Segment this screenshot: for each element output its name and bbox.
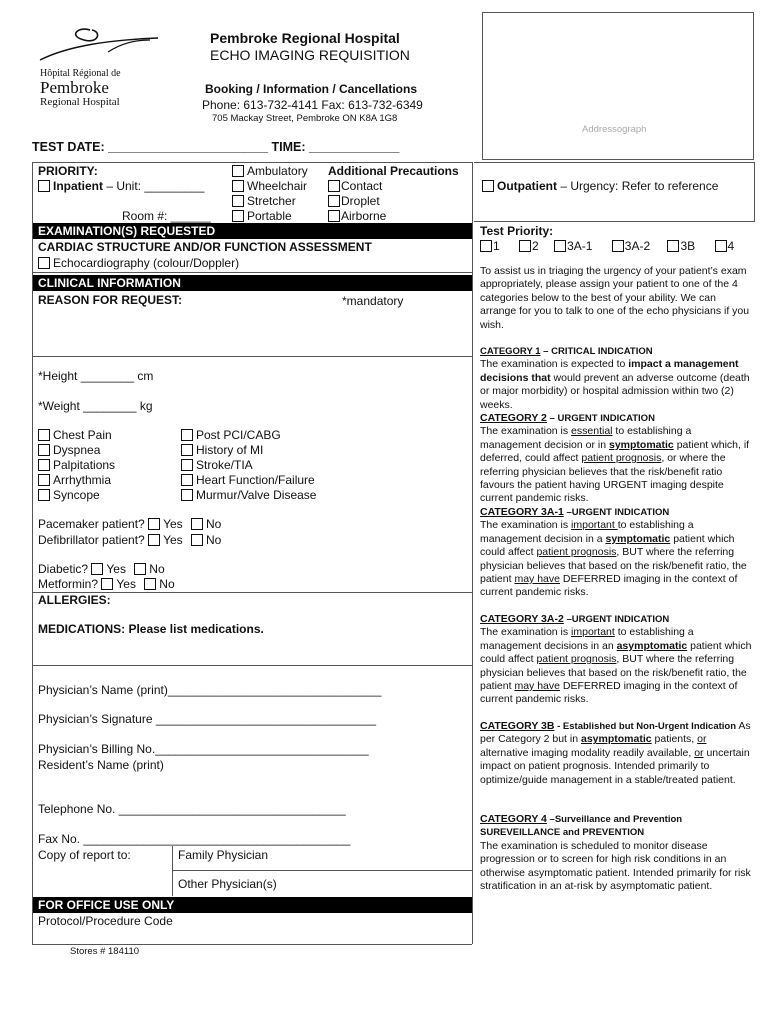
- history-heart-failure[interactable]: [181, 473, 316, 488]
- reason-input-area[interactable]: [36, 308, 470, 354]
- priority-3b-option[interactable]: [667, 239, 695, 253]
- protocol-code-field[interactable]: Protocol/Procedure Code: [38, 914, 173, 928]
- inpatient-label: Inpatient: [53, 179, 103, 193]
- addressograph-label: Addressograph: [582, 124, 647, 135]
- contact-checkbox[interactable]: [328, 180, 340, 192]
- logo-line-3: Regional Hospital: [40, 96, 120, 108]
- physician-billing-field[interactable]: Physician’s Billing No.________________________________: [38, 742, 369, 756]
- height-field[interactable]: *Height ________ cm: [38, 369, 154, 383]
- category-3a1-text-g: , BUT where the referring physician believes that based on the risk/benefit ratio, the patient: [480, 546, 747, 586]
- precautions-label: Additional Precautions: [328, 164, 459, 178]
- category-1-text-b: impact a management decisions that: [480, 358, 739, 384]
- unit-field[interactable]: – Unit: _________: [103, 179, 205, 193]
- medications-label[interactable]: MEDICATIONS: Please list medications.: [38, 622, 264, 636]
- metformin-yes-checkbox[interactable]: [101, 578, 113, 590]
- form-title: ECHO IMAGING REQUISITION: [210, 47, 410, 63]
- frame-mid: [472, 162, 473, 944]
- metformin-no-label: No: [159, 577, 175, 591]
- priority-3b-label: 3B: [680, 239, 696, 253]
- symptom-syncope[interactable]: [38, 488, 115, 503]
- category-3a2-text-b: important: [571, 626, 615, 639]
- category-3a1-block: [480, 506, 752, 600]
- airborne-option[interactable]: [328, 209, 386, 223]
- logo-line-2: Pembroke: [40, 78, 109, 97]
- category-3a2-text-i: DEFERRED imaging in the context of current pandemic risks.: [480, 680, 738, 706]
- category-3b-text-c: patients,: [651, 733, 698, 746]
- category-3a2-text-f: patient prognosis: [536, 653, 617, 666]
- category-3a1-text-a: The examination is: [480, 519, 572, 532]
- syncope-checkbox[interactable]: [38, 489, 50, 501]
- history-mi[interactable]: [181, 443, 316, 458]
- booking-line: Booking / Information / Cancellations: [205, 82, 418, 96]
- inpatient-option[interactable]: [38, 179, 204, 193]
- priority-2-option[interactable]: [519, 239, 539, 253]
- syncope-label: Syncope: [53, 488, 100, 502]
- exam-header-bar: EXAMINATION(S) REQUESTED: [33, 223, 472, 239]
- airborne-checkbox[interactable]: [328, 210, 340, 222]
- category-2-text-g: , or where the referring physician believes that the risk/benefit ratio favours the patient having URGENT imaging despite current pandemic risks.: [480, 452, 726, 505]
- category-1-title: CATEGORY 1: [480, 346, 541, 357]
- frame-top-right: [474, 162, 754, 163]
- priority-1-label: 1: [493, 239, 500, 253]
- diabetic-yes-label: Yes: [106, 562, 126, 576]
- category-3a2-text-e: patient which could affect: [480, 639, 752, 666]
- test-date-time-field[interactable]: TEST DATE: _______________________ TIME: _____________: [32, 140, 400, 154]
- pacemaker-row: [38, 517, 221, 531]
- symptoms-left: [38, 428, 115, 503]
- addressograph-box[interactable]: [482, 12, 754, 160]
- priority-1-checkbox[interactable]: [480, 240, 492, 252]
- heart-failure-checkbox[interactable]: [181, 474, 193, 486]
- priority-3a2-checkbox[interactable]: [612, 240, 624, 252]
- palpitations-checkbox[interactable]: [38, 459, 50, 471]
- pacemaker-label: Pacemaker patient?: [38, 517, 145, 531]
- priority-3a1-option[interactable]: [554, 239, 592, 253]
- category-3b-text-b: asymptomatic: [580, 733, 652, 746]
- category-4-block: [480, 813, 752, 893]
- copy-divider-horizontal: [172, 870, 472, 871]
- contact-label: Contact: [341, 179, 383, 193]
- defibrillator-no-label: No: [206, 533, 222, 547]
- frame-right: [754, 162, 755, 222]
- allergies-label[interactable]: ALLERGIES:: [38, 593, 111, 607]
- category-3a1-text-c: to establishing a management decision in a: [480, 519, 694, 545]
- priority-3a1-checkbox[interactable]: [554, 240, 566, 252]
- portable-checkbox[interactable]: [232, 210, 244, 222]
- exam-divider: [32, 272, 472, 273]
- category-4-subtitle-2: SUREVEILLANCE and PREVENTION: [480, 827, 645, 839]
- metformin-no-checkbox[interactable]: [144, 578, 156, 590]
- diabetic-no-checkbox[interactable]: [134, 563, 146, 575]
- stroke-checkbox[interactable]: [181, 459, 193, 471]
- category-3a2-title: CATEGORY 3A-2: [480, 613, 564, 625]
- category-2-subtitle: – URGENT INDICATION: [546, 413, 655, 424]
- category-3a1-title: CATEGORY 3A-1: [480, 506, 564, 518]
- history-post-pci[interactable]: [181, 428, 316, 443]
- wheelchair-label: Wheelchair: [247, 179, 308, 193]
- outpatient-option[interactable]: [482, 179, 718, 193]
- test-priority-options: [480, 239, 734, 253]
- diabetic-no-label: No: [149, 562, 165, 576]
- chest-pain-label: Chest Pain: [53, 428, 112, 442]
- outpatient-urgency-text: – Urgency: Refer to reference: [557, 179, 719, 193]
- copy-divider-vertical: [172, 846, 173, 896]
- category-1-text-a: The examination is expected to: [480, 358, 629, 371]
- metformin-row: [38, 577, 175, 591]
- mandatory-note: *mandatory: [342, 294, 404, 308]
- diabetic-row: [38, 562, 165, 576]
- priority-2-checkbox[interactable]: [519, 240, 531, 252]
- pacemaker-yes-label: Yes: [163, 517, 183, 531]
- symptom-dyspnea[interactable]: [38, 443, 115, 458]
- defibrillator-row: [38, 533, 221, 547]
- droplet-checkbox[interactable]: [328, 195, 340, 207]
- room-field[interactable]: Room #: ______: [122, 209, 211, 223]
- telephone-field[interactable]: Telephone No. __________________________________: [38, 802, 346, 816]
- dyspnea-checkbox[interactable]: [38, 444, 50, 456]
- diabetic-label: Diabetic?: [38, 562, 89, 576]
- category-2-text-d: symptomatic: [609, 438, 674, 451]
- reason-divider: [32, 356, 472, 357]
- murmur-checkbox[interactable]: [181, 489, 193, 501]
- fax-field[interactable]: Fax No. ________________________________________: [38, 832, 351, 846]
- physician-name-field[interactable]: Physician’s Name (print)________________________________: [38, 683, 382, 697]
- arrhythmia-label: Arrhythmia: [53, 473, 112, 487]
- stretcher-checkbox[interactable]: [232, 195, 244, 207]
- outpatient-checkbox[interactable]: [482, 180, 494, 192]
- category-3b-text-f: or: [694, 746, 704, 759]
- ambulatory-label: Ambulatory: [247, 164, 308, 178]
- frame-bottom: [32, 944, 472, 945]
- category-3a1-text-e: patient which could affect: [480, 532, 735, 559]
- category-3a2-text-h: may have: [514, 680, 560, 693]
- weight-field[interactable]: *Weight ________ kg: [38, 399, 153, 413]
- copy-report-label: Copy of report to:: [38, 848, 131, 862]
- contact-option[interactable]: [328, 179, 382, 193]
- mi-label: History of MI: [196, 443, 264, 457]
- chest-pain-checkbox[interactable]: [38, 429, 50, 441]
- symptom-chest-pain[interactable]: [38, 428, 115, 443]
- category-3a1-subtitle: –URGENT INDICATION: [563, 507, 670, 518]
- phone-line: Phone: 613-732-4141 Fax: 613-732-6349: [202, 98, 423, 112]
- inpatient-checkbox[interactable]: [38, 180, 50, 192]
- ambulatory-checkbox[interactable]: [232, 165, 244, 177]
- category-3a2-subtitle: –URGENT INDICATION: [563, 614, 670, 625]
- outpatient-label: Outpatient: [497, 179, 557, 193]
- category-4-title: CATEGORY 4: [480, 813, 547, 825]
- wheelchair-checkbox[interactable]: [232, 180, 244, 192]
- echo-checkbox[interactable]: [38, 257, 50, 269]
- category-2-text-e: patient which, if deferred, could affect: [480, 438, 750, 465]
- defibrillator-yes-label: Yes: [163, 533, 183, 547]
- murmur-label: Murmur/Valve Disease: [196, 488, 317, 502]
- echo-option[interactable]: [38, 256, 239, 270]
- history-stroke[interactable]: [181, 458, 316, 473]
- category-3b-text-e: alternative imaging modality readily available,: [480, 746, 695, 759]
- priority-3a2-label: 3A-2: [624, 239, 651, 253]
- priority-1-option[interactable]: [480, 239, 500, 253]
- defibrillator-no-checkbox[interactable]: [191, 534, 203, 546]
- priority-2-label: 2: [532, 239, 539, 253]
- cardiac-heading: CARDIAC STRUCTURE AND/OR FUNCTION ASSESSMENT: [38, 240, 372, 254]
- reason-label: REASON FOR REQUEST:: [38, 293, 183, 307]
- palpitations-label: Palpitations: [53, 458, 116, 472]
- diabetic-yes-checkbox[interactable]: [91, 563, 103, 575]
- ambulatory-option[interactable]: [232, 164, 308, 178]
- priority-3b-checkbox[interactable]: [667, 240, 679, 252]
- other-physician-field[interactable]: Other Physician(s): [178, 877, 277, 891]
- category-1-block: [480, 345, 752, 412]
- family-physician-field[interactable]: Family Physician: [178, 848, 269, 862]
- category-3b-text-a: As per Category 2 but in: [480, 720, 751, 746]
- address-line: 705 Mackay Street, Pembroke ON K8A 1G8: [212, 113, 398, 124]
- stretcher-label: Stretcher: [247, 194, 296, 208]
- pacemaker-no-checkbox[interactable]: [191, 518, 203, 530]
- category-3a2-block: [480, 613, 752, 707]
- pacemaker-no-label: No: [206, 517, 222, 531]
- portable-label: Portable: [247, 209, 292, 223]
- symptom-arrhythmia[interactable]: [38, 473, 115, 488]
- arrhythmia-checkbox[interactable]: [38, 474, 50, 486]
- frame-outpatient-bottom: [474, 221, 754, 222]
- category-3a2-text-d: asymptomatic: [616, 639, 688, 652]
- priority-3a1-label: 3A-1: [567, 239, 593, 253]
- metformin-label: Metformin?: [38, 577, 99, 591]
- medications-divider: [32, 665, 472, 666]
- priority-4-option[interactable]: [715, 239, 735, 253]
- history-murmur[interactable]: [181, 488, 316, 503]
- category-2-block: [480, 412, 752, 506]
- triage-intro: To assist us in triaging the urgency of your patient’s exam appropriately, please assign your patient to one of the 4 categories below to the best of your ability. We can arrange for you to talk to one of the echo physicians if you wish.: [480, 265, 750, 331]
- priority-3a2-option[interactable]: [612, 239, 650, 253]
- echo-label: Echocardiography (colour/Doppler): [53, 256, 240, 270]
- category-2-text-f: patient prognosis: [581, 452, 662, 465]
- priority-label: PRIORITY:: [38, 164, 98, 178]
- category-2-title: CATEGORY 2: [480, 412, 547, 424]
- symptoms-right: [181, 428, 316, 503]
- category-3a1-text-d: symptomatic: [605, 532, 671, 545]
- defibrillator-yes-checkbox[interactable]: [148, 534, 160, 546]
- category-3a1-text-h: may have: [514, 573, 560, 586]
- stores-number: Stores # 184110: [70, 946, 140, 957]
- category-3a1-text-i: DEFERRED imaging in the context of current pandemic risks.: [480, 573, 738, 599]
- resident-name-field[interactable]: Resident’s Name (print): [38, 758, 164, 772]
- category-3a1-text-b: important: [571, 519, 618, 532]
- stretcher-option[interactable]: [232, 194, 296, 208]
- wheelchair-option[interactable]: [232, 179, 307, 193]
- clinical-header-bar: CLINICAL INFORMATION: [33, 275, 472, 291]
- category-4-text: The examination is scheduled to monitor disease progression or to screen for high risk conditions in an otherwise asymptomatic patient. Intended primarily for risk stratification in an at-risk by asymptomatic patient.: [480, 839, 751, 893]
- category-3b-text-d: or: [697, 733, 707, 746]
- category-3a2-text-c: to establishing a management decisions in an: [480, 626, 694, 652]
- heart-failure-label: Heart Function/Failure: [196, 473, 315, 487]
- post-pci-label: Post PCI/CABG: [196, 428, 281, 442]
- category-3a2-text-a: The examination is: [480, 626, 572, 639]
- category-3b-title: CATEGORY 3B: [480, 720, 555, 732]
- stroke-label: Stroke/TIA: [196, 458, 253, 472]
- priority-4-label: 4: [727, 239, 735, 253]
- category-3a2-text-g: , BUT where the referring physician believes that based on the risk/benefit ratio, the patient: [480, 653, 747, 693]
- category-2-text-a: The examination is: [480, 425, 572, 438]
- physician-signature-field[interactable]: Physician’s Signature _________________________________: [38, 712, 377, 726]
- post-pci-checkbox[interactable]: [181, 429, 193, 441]
- category-2-text-b: essential: [571, 425, 613, 438]
- test-priority-label: Test Priority:: [480, 224, 554, 238]
- frame-top-left: [32, 162, 472, 163]
- portable-option[interactable]: [232, 209, 292, 223]
- mi-checkbox[interactable]: [181, 444, 193, 456]
- category-1-subtitle: – CRITICAL INDICATION: [540, 346, 653, 357]
- category-3a1-text-f: patient prognosis: [536, 546, 617, 559]
- droplet-option[interactable]: [328, 194, 380, 208]
- dyspnea-label: Dyspnea: [53, 443, 101, 457]
- category-2-text-c: to establishing a management decision or in: [480, 425, 692, 451]
- hospital-name: Pembroke Regional Hospital: [210, 30, 400, 46]
- category-3b-subtitle: - Established but Non-Urgent Indication: [554, 721, 737, 732]
- symptom-palpitations[interactable]: [38, 458, 115, 473]
- droplet-label: Droplet: [341, 194, 380, 208]
- logo-line-1: Hôpital Régional de: [40, 68, 121, 79]
- priority-4-checkbox[interactable]: [715, 240, 727, 252]
- defibrillator-label: Defibrillator patient?: [38, 533, 145, 547]
- category-1-text-c: would prevent an adverse outcome (death or major morbidity) or hospital admission within two (2) weeks.: [480, 371, 750, 411]
- category-3b-text-g: uncertain impact on patient prognosis. Intended primarily to optimize/guide management in a stable/treated patient.: [480, 746, 750, 786]
- airborne-label: Airborne: [341, 209, 387, 223]
- office-header-bar: FOR OFFICE USE ONLY: [33, 897, 472, 913]
- logo-swoosh-icon: [38, 22, 168, 72]
- category-4-subtitle: –Surveillance and Prevention: [546, 814, 683, 825]
- metformin-yes-label: Yes: [116, 577, 136, 591]
- category-3b-block: [480, 720, 752, 787]
- pacemaker-yes-checkbox[interactable]: [148, 518, 160, 530]
